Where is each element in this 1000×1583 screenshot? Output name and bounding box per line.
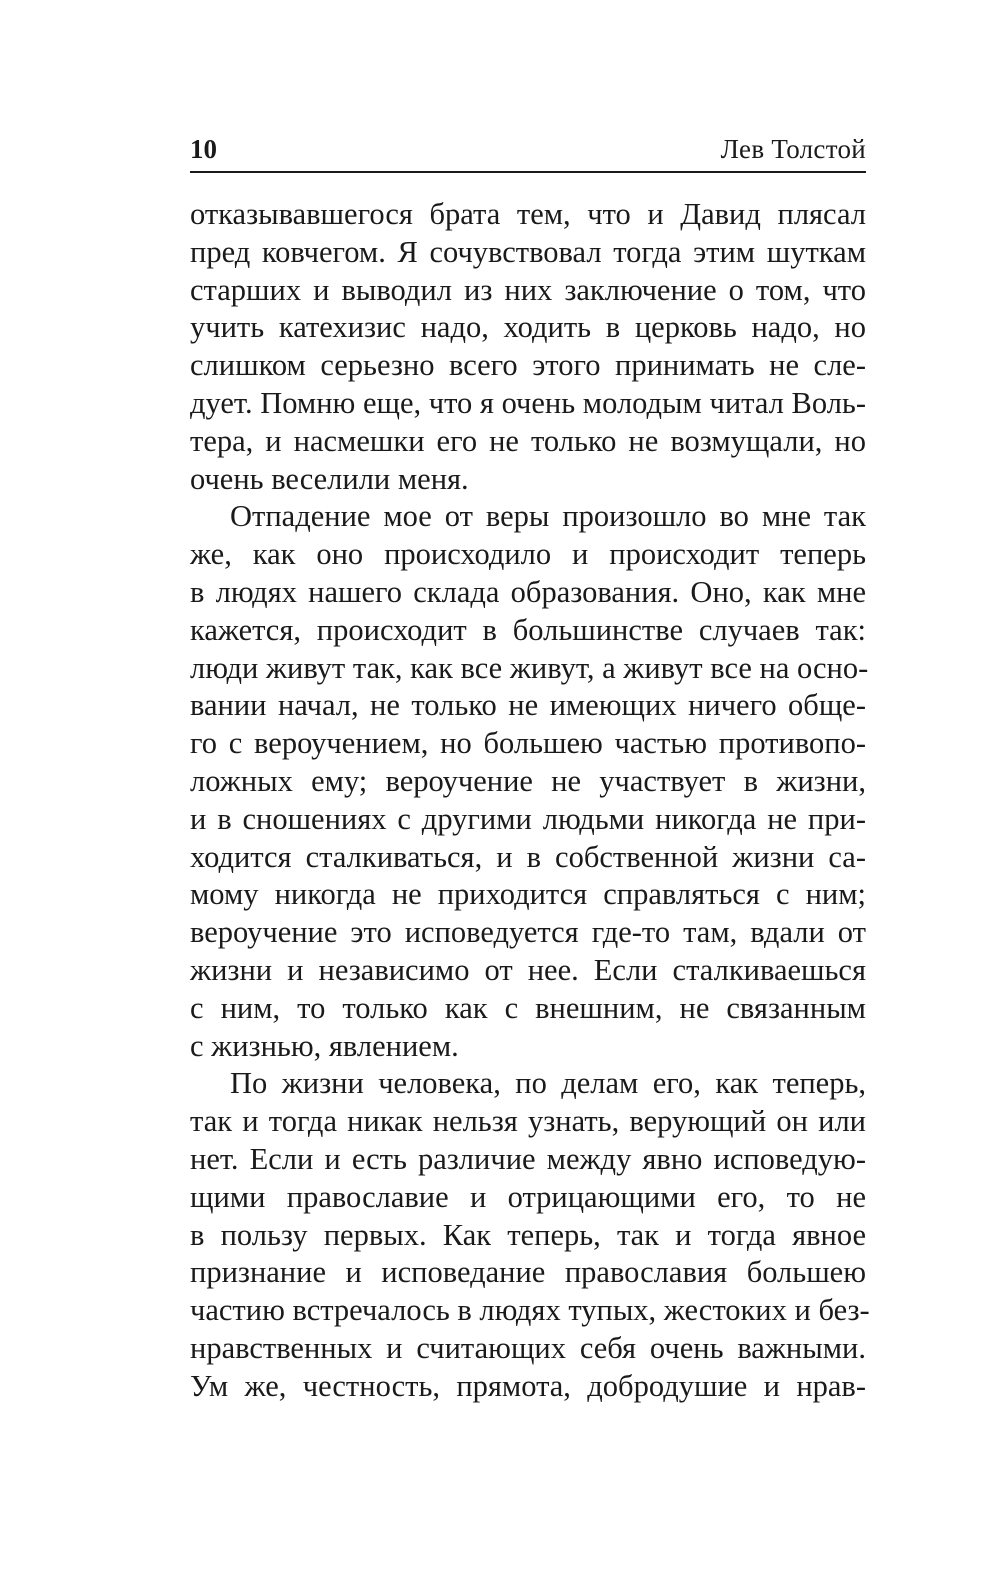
paragraph-end-line: очень веселили меня.: [190, 461, 469, 496]
text-line: так и тогда никак нельзя узнать, верующий он или: [190, 1104, 866, 1139]
text-line: жизни и независимо от нее. Если сталкиваешься: [190, 952, 866, 987]
text-line: учить катехизис надо, ходить в церковь надо, но: [190, 310, 866, 345]
text-line: Ум же, честность, прямота, добродушие и нрав-: [190, 1368, 866, 1403]
text-line: тера, и насмешки его не только не возмущали, но: [190, 423, 866, 458]
text-line: слишком серьезно всего этого принимать не сле-: [190, 348, 866, 383]
text-line: вероучение это исповедуется где-то там, вдали от: [190, 915, 866, 950]
text-line: вании начал, не только не имеющих ничего обще-: [190, 688, 866, 723]
text-line: го с вероучением, но большею частью противопо-: [190, 726, 866, 761]
paragraph-start-line: Отпадение мое от веры произошло во мне так: [230, 499, 866, 534]
text-line: пред ковчегом. Я сочувствовал тогда этим шуткам: [190, 234, 866, 269]
running-title: Лев Толстой: [720, 134, 866, 164]
text-line: и в сношениях с другими людьми никогда не при-: [190, 801, 866, 836]
text-line: кажется, происходит в большинстве случаев так:: [190, 612, 866, 647]
page-number: 10: [190, 134, 217, 164]
book-page: [190, 0, 870, 1583]
text-line: ходится сталкиваться, и в собственной жизни са-: [190, 839, 866, 874]
paragraph-start-line: По жизни человека, по делам его, как теперь,: [230, 1066, 866, 1101]
body-text: [190, 196, 870, 1406]
text-line: щими православие и отрицающими его, то не: [190, 1179, 866, 1214]
text-line: старших и выводил из них заключение о том, что: [190, 272, 866, 307]
text-line: с ним, то только как с внешним, не связанным: [190, 990, 866, 1025]
text-line: нравственных и считающих себя очень важными.: [190, 1330, 866, 1365]
text-line: мому никогда не приходится справляться с ним;: [190, 877, 866, 912]
header-rule: [190, 171, 866, 173]
text-line: же, как оно происходило и происходит теперь: [190, 537, 866, 572]
paragraph-end-line: с жизнью, явлением.: [190, 1028, 459, 1063]
running-head: [190, 132, 866, 166]
text-line: нет. Если и есть различие между явно исповедую-: [190, 1141, 866, 1176]
text-line: дует. Помню еще, что я очень молодым читал Воль-: [190, 385, 866, 420]
text-line: ложных ему; вероучение не участвует в жизни,: [190, 763, 866, 798]
text-line: в пользу первых. Как теперь, так и тогда явное: [190, 1217, 866, 1252]
text-line: частию встречалось в людях тупых, жестоких и без-: [190, 1293, 870, 1328]
text-line: отказывавшегося брата тем, что и Давид плясал: [190, 197, 866, 231]
text-line: признание и исповедание православия большею: [190, 1255, 866, 1290]
text-line: люди живут так, как все живут, а живут все на осно-: [190, 650, 869, 685]
text-line: в людях нашего склада образования. Оно, как мне: [190, 574, 866, 609]
